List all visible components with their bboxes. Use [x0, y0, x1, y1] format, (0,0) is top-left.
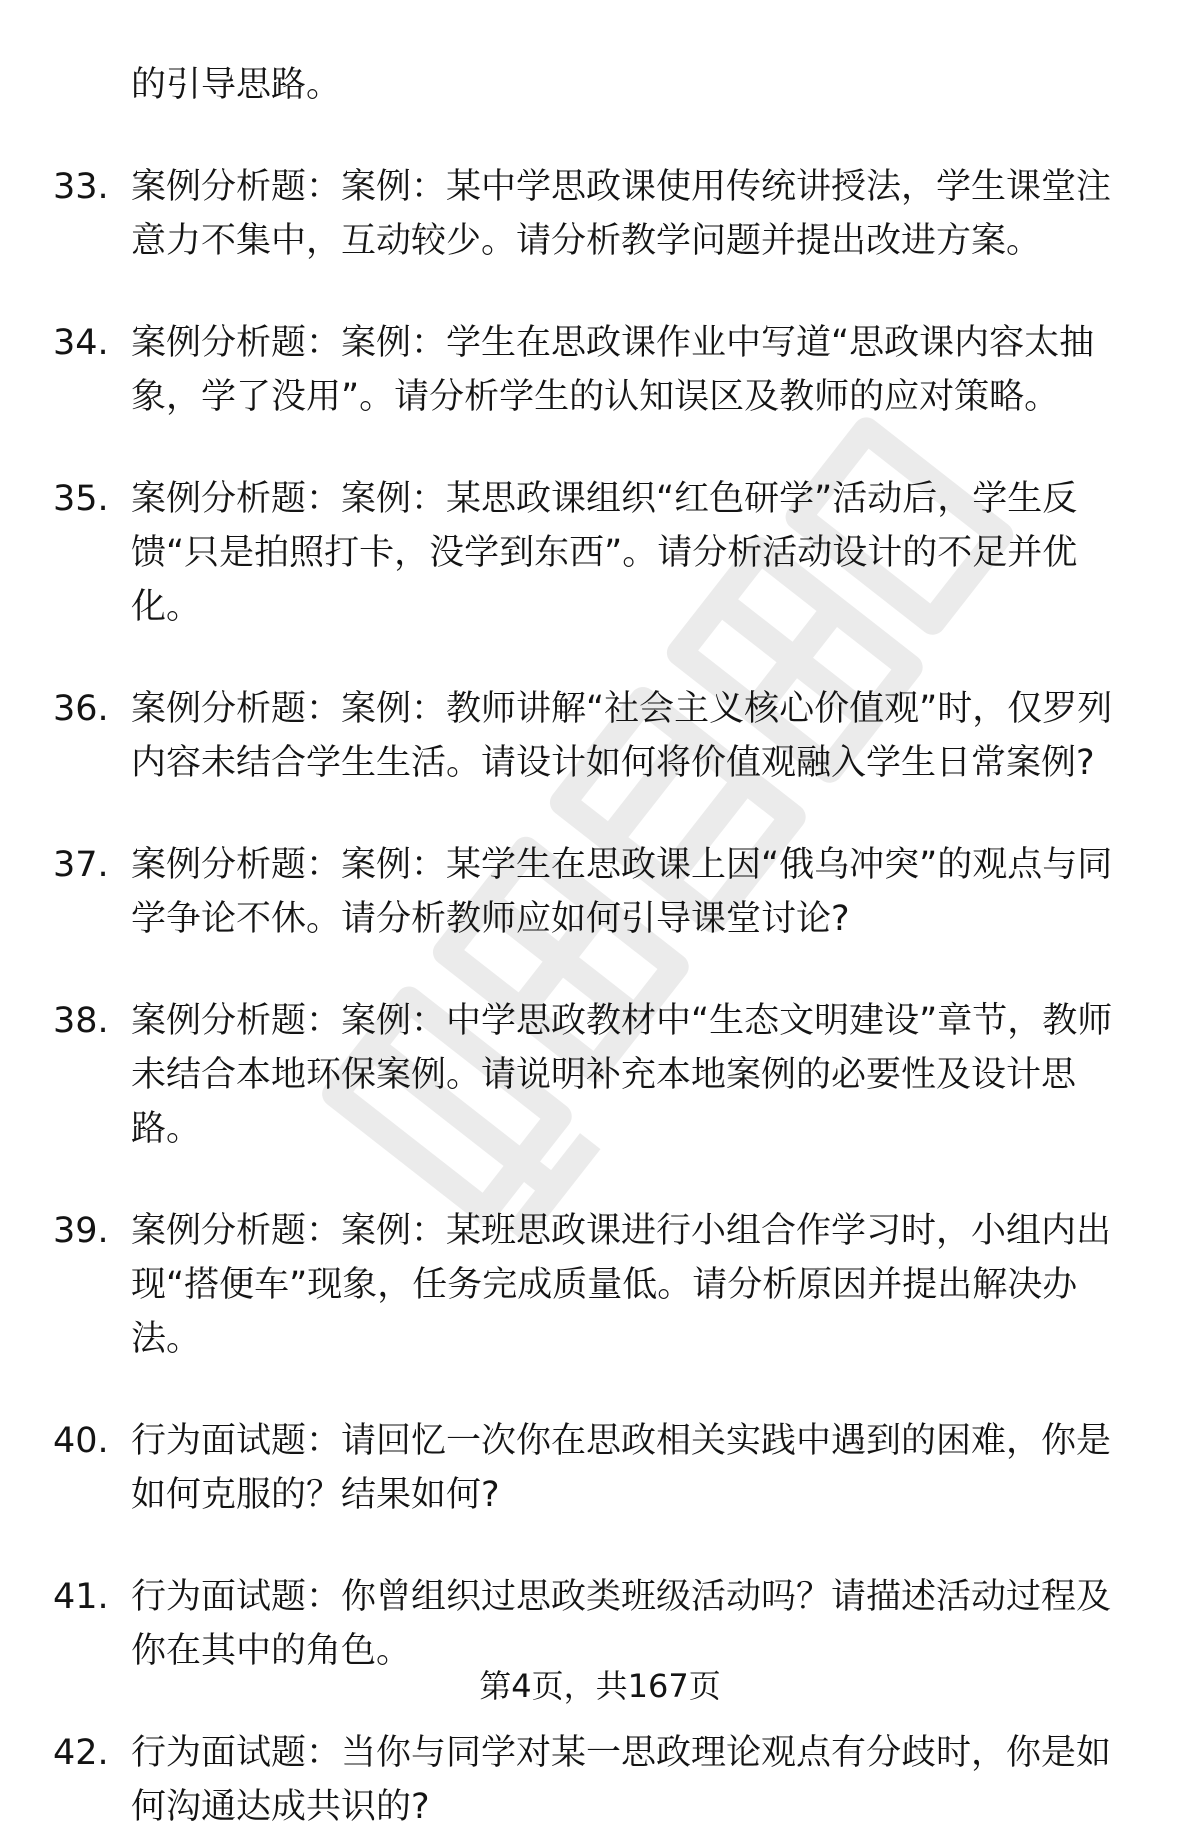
- question-text: 行为面试题：当你与同学对某一思政理论观点有分歧时，你是如何沟通达成共识的?: [131, 1733, 1112, 1827]
- question-item: [0, 682, 1141, 790]
- question-number: 36.: [53, 689, 109, 729]
- question-number: 41.: [53, 1577, 109, 1617]
- question-text: 案例分析题：案例：某思政课组织“红色研学”活动后，学生反馈“只是拍照打卡，没学到东西”。请分析活动设计的不足并优化。: [131, 479, 1078, 627]
- question-text: 案例分析题：案例：教师讲解“社会主义核心价值观”时，仅罗列内容未结合学生生活。请设计如何将价值观融入学生日常案例?: [131, 689, 1113, 783]
- question-text: 案例分析题：案例：中学思政教材中“生态文明建设”章节，教师未结合本地环保案例。请说明补充本地案例的必要性及设计思路。: [131, 1001, 1113, 1149]
- question-text: 案例分析题：案例：某学生在思政课上因“俄乌冲突”的观点与同学争论不休。请分析教师应如何引导课堂讨论?: [131, 845, 1113, 939]
- question-number: 42.: [53, 1733, 109, 1773]
- question-list: [0, 58, 1200, 1834]
- question-text: 案例分析题：案例：学生在思政课作业中写道“思政课内容太抽象，学了没用”。请分析学生的认知误区及教师的应对策略。: [131, 323, 1095, 417]
- question-item: [0, 1570, 1141, 1678]
- question-text: 行为面试题：请回忆一次你在思政相关实践中遇到的困难，你是如何克服的？结果如何?: [131, 1421, 1112, 1515]
- page-footer: 第4页，共167页: [479, 1667, 721, 1705]
- question-text: 行为面试题：你曾组织过思政类班级活动吗？请描述活动过程及你在其中的角色。: [131, 1577, 1112, 1671]
- question-item: [0, 160, 1141, 268]
- question-item: [0, 316, 1141, 424]
- question-number: 34.: [53, 323, 109, 363]
- question-number: 39.: [53, 1211, 109, 1251]
- question-number: 38.: [53, 1001, 109, 1041]
- question-text: 案例分析题：案例：某班思政课进行小组合作学习时，小组内出现“搭便车”现象，任务完成质量低。请分析原因并提出解决办法。: [131, 1211, 1112, 1359]
- question-item: [0, 472, 1141, 634]
- question-number: 37.: [53, 845, 109, 885]
- question-number: 40.: [53, 1421, 109, 1461]
- question-item: [0, 1204, 1141, 1366]
- question-text: 案例分析题：案例：某中学思政课使用传统讲授法，学生课堂注意力不集中，互动较少。请分析教学问题并提出改进方案。: [131, 167, 1112, 261]
- question-number: 35.: [53, 479, 109, 519]
- question-number: 33.: [53, 167, 109, 207]
- continuation-text: 的引导思路。: [131, 65, 342, 105]
- question-item: [0, 994, 1141, 1156]
- question-item: [0, 838, 1141, 946]
- question-item: [0, 1726, 1141, 1834]
- question-item: [0, 1414, 1141, 1522]
